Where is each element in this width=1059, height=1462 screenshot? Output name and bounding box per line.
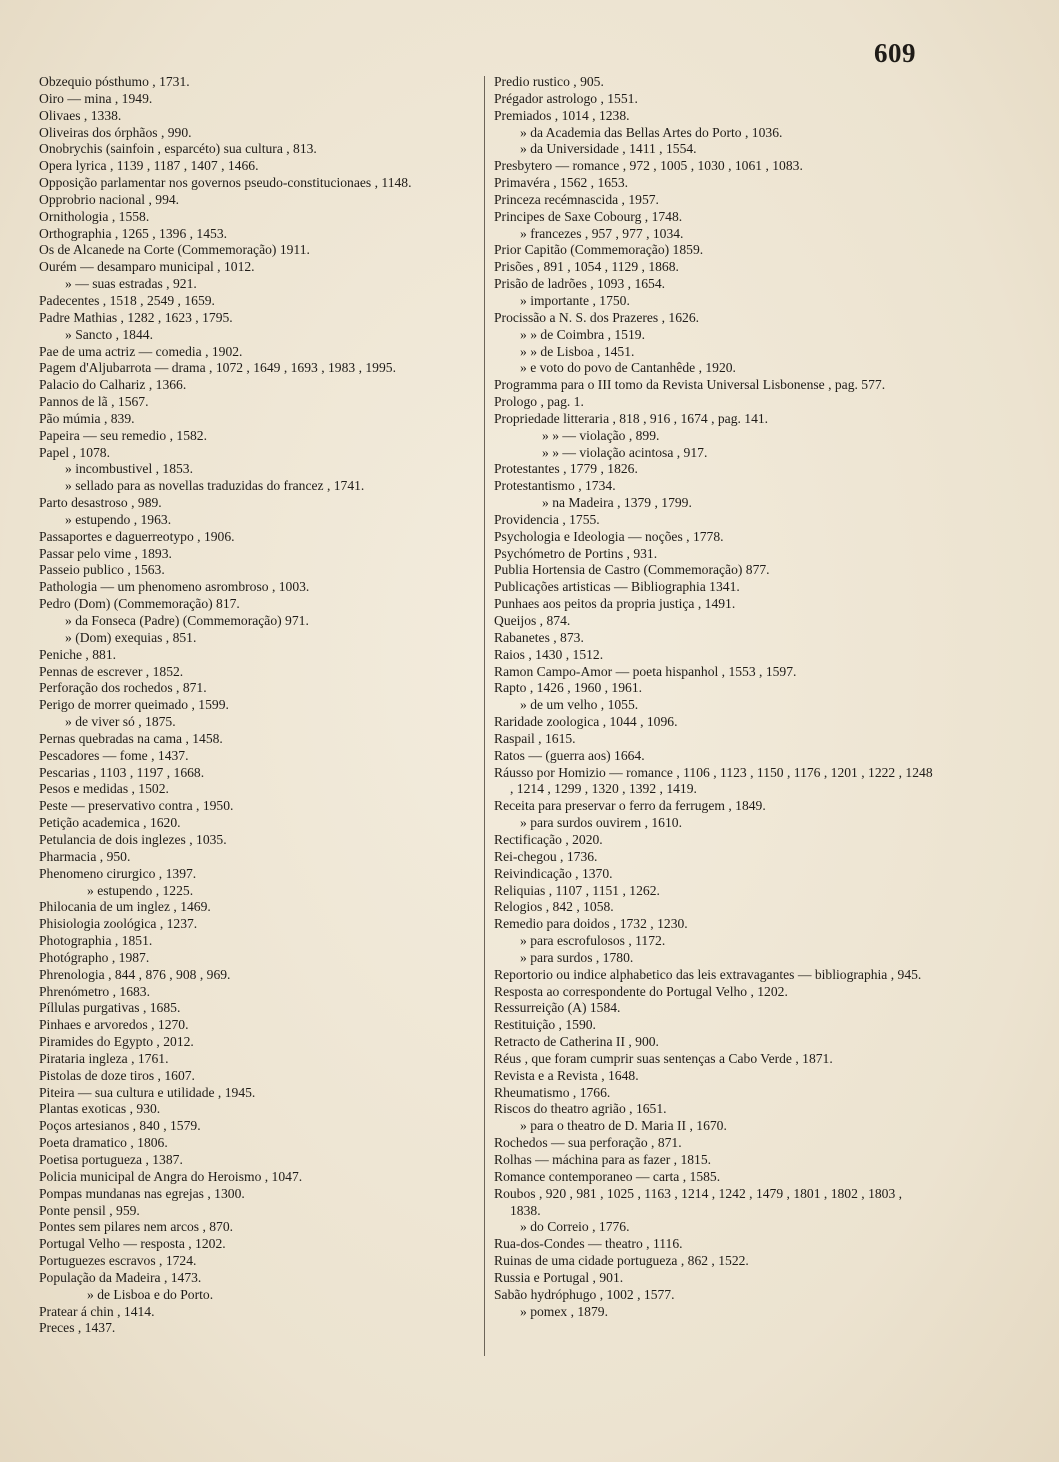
index-entry: Philocania de um inglez , 1469. bbox=[39, 899, 211, 915]
index-entry: Pinhaes e arvoredos , 1270. bbox=[39, 1017, 189, 1033]
index-entry: Pescarias , 1103 , 1197 , 1668. bbox=[39, 764, 205, 780]
index-entry: » da Fonseca (Padre) (Commemoração) 971. bbox=[65, 613, 309, 628]
index-entry: » estupendo , 1963. bbox=[65, 511, 172, 527]
index-entry: » da Universidade , 1411 , 1554. bbox=[520, 141, 697, 157]
index-entry: Papeira — seu remedio , 1582. bbox=[39, 427, 207, 443]
index-entry: Poeta dramatico , 1806. bbox=[39, 1135, 168, 1151]
index-entry: Poços artesianos , 840 , 1579. bbox=[39, 1118, 201, 1134]
index-entry: Oliveiras dos órphãos , 990. bbox=[39, 124, 192, 140]
index-entry: Pathologia — um phenomeno asrombroso , 1003. bbox=[39, 579, 310, 595]
index-entry: Pannos de lã , 1567. bbox=[39, 394, 149, 410]
index-entry: » estupendo , 1225. bbox=[87, 882, 194, 898]
index-entry: Preces , 1437. bbox=[39, 1320, 116, 1336]
index-entry: Rapto , 1426 , 1960 , 1961. bbox=[494, 680, 643, 696]
index-entry: Prisão de ladrões , 1093 , 1654. bbox=[494, 276, 666, 292]
index-entry: Ratos — (guerra aos) 1664. bbox=[494, 747, 645, 763]
column-divider bbox=[484, 76, 485, 1356]
index-entry: » incombustivel , 1853. bbox=[65, 461, 193, 477]
index-entry: Psychómetro de Portins , 931. bbox=[494, 545, 658, 561]
index-entry: » para surdos , 1780. bbox=[520, 949, 634, 965]
index-entry: Pistolas de doze tiros , 1607. bbox=[39, 1067, 195, 1083]
index-entry: Piramides do Egypto , 2012. bbox=[39, 1034, 194, 1050]
index-entry: Perigo de morrer queimado , 1599. bbox=[39, 697, 229, 713]
index-entry: Publia Hortensia de Castro (Commemoração) 877. bbox=[494, 562, 770, 578]
index-entry: Rolhas — máchina para as fazer , 1815. bbox=[494, 1152, 712, 1167]
page-number: 609 bbox=[874, 38, 916, 68]
index-entry: População da Madeira , 1473. bbox=[39, 1269, 202, 1285]
index-entry: » de viver só , 1875. bbox=[65, 714, 176, 730]
index-entry: Romance contemporaneo — carta , 1585. bbox=[494, 1168, 721, 1184]
index-entry: » e voto do povo de Cantanhêde , 1920. bbox=[520, 360, 736, 376]
index-entry: Ruinas de uma cidade portugueza , 862 , 1522. bbox=[494, 1253, 749, 1269]
index-entry: Presbytero — romance , 972 , 1005 , 1030 , 1061 , 1083. bbox=[494, 158, 803, 174]
index-entry: Prisões , 891 , 1054 , 1129 , 1868. bbox=[494, 259, 679, 275]
index-entry: Riscos do theatro agrião , 1651. bbox=[494, 1101, 667, 1117]
index-entry: Petulancia de dois inglezes , 1035. bbox=[39, 831, 227, 847]
index-entry: Perforação dos rochedos , 871. bbox=[39, 680, 207, 696]
index-entry: Russia e Portugal , 901. bbox=[494, 1269, 624, 1285]
index-entry: Petição academica , 1620. bbox=[39, 815, 181, 831]
index-entry: Ornithologia , 1558. bbox=[39, 208, 150, 224]
index-entry: Opposição parlamentar nos governos pseudo-constitucionaes , 1148. bbox=[39, 175, 412, 191]
index-entry: Pão múmia , 839. bbox=[39, 410, 135, 426]
index-entry: Roubos , 920 , 981 , 1025 , 1163 , 1214 , 1242 , 1479 , 1801 , 1802 , 1803 , 1838. bbox=[494, 1185, 903, 1218]
index-entry: Revista e a Revista , 1648. bbox=[494, 1067, 639, 1083]
index-entry: Padre Mathias , 1282 , 1623 , 1795. bbox=[39, 309, 233, 325]
index-entry: Pirataria ingleza , 1761. bbox=[39, 1050, 169, 1066]
index-entry: Pernas quebradas na cama , 1458. bbox=[39, 730, 223, 746]
index-entry: Pedro (Dom) (Commemoração) 817. bbox=[39, 596, 240, 612]
index-entry: » sellado para as novellas traduzidas do francez , 1741. bbox=[65, 478, 365, 494]
index-entry: Peniche , 881. bbox=[39, 646, 117, 662]
index-entry: Obzequio pósthumo , 1731. bbox=[39, 74, 190, 89]
index-entry: Ourém — desamparo municipal , 1012. bbox=[39, 259, 255, 275]
index-entry: Punhaes aos peitos da propria justiça , 1491. bbox=[494, 596, 736, 612]
index-entry: Pesos e medidas , 1502. bbox=[39, 781, 169, 797]
index-entry: » importante , 1750. bbox=[520, 292, 630, 308]
index-column-left bbox=[39, 74, 479, 1337]
index-entry: Ramon Campo-Amor — poeta hispanhol , 1553 , 1597. bbox=[494, 663, 797, 679]
index-entry: Relogios , 842 , 1058. bbox=[494, 899, 614, 915]
index-entry: » de um velho , 1055. bbox=[520, 697, 639, 713]
index-entry: Os de Alcanede na Corte (Commemoração) 1911. bbox=[39, 242, 310, 258]
index-entry: Poetisa portugueza , 1387. bbox=[39, 1152, 183, 1167]
index-entry: Píllulas purgativas , 1685. bbox=[39, 1000, 181, 1016]
index-entry: Protestantes , 1779 , 1826. bbox=[494, 461, 638, 477]
index-entry: Receita para preservar o ferro da ferrugem , 1849. bbox=[494, 798, 766, 814]
index-entry: Pontes sem pilares nem arcos , 870. bbox=[39, 1219, 234, 1235]
index-entry: Ráusso por Homizio — romance , 1106 , 1123 , 1150 , 1176 , 1201 , 1222 , 1248 , 1214 , 1299 , 1320 , 1392 , 1419. bbox=[494, 764, 933, 797]
index-entry: Ressurreição (A) 1584. bbox=[494, 1000, 621, 1016]
index-entry: » para escrofulosos , 1172. bbox=[520, 933, 666, 949]
index-entry: Olivaes , 1338. bbox=[39, 107, 122, 123]
index-entry: Prologo , pag. 1. bbox=[494, 394, 584, 410]
index-entry: Principes de Saxe Cobourg , 1748. bbox=[494, 208, 683, 224]
index-entry: » pomex , 1879. bbox=[520, 1303, 608, 1319]
index-entry: Publicações artisticas — Bibliographia 1341. bbox=[494, 579, 740, 595]
index-entry: Prégador astrologo , 1551. bbox=[494, 90, 638, 106]
index-entry: Ponte pensil , 959. bbox=[39, 1202, 140, 1218]
index-entry: Restituição , 1590. bbox=[494, 1017, 596, 1033]
index-entry: Raios , 1430 , 1512. bbox=[494, 646, 604, 662]
index-entry: Parto desastroso , 989. bbox=[39, 495, 162, 511]
index-entry: Orthographia , 1265 , 1396 , 1453. bbox=[39, 225, 228, 241]
index-entry: Piteira — sua cultura e utilidade , 1945. bbox=[39, 1084, 256, 1100]
index-entry: » » — violação , 899. bbox=[542, 427, 660, 443]
index-entry: Protestantismo , 1734. bbox=[494, 478, 616, 494]
index-entry: » » de Coimbra , 1519. bbox=[520, 326, 645, 342]
index-entry: Pescadores — fome , 1437. bbox=[39, 747, 189, 763]
index-entry: » na Madeira , 1379 , 1799. bbox=[542, 495, 692, 511]
index-entry: Plantas exoticas , 930. bbox=[39, 1101, 161, 1117]
index-entry: Pompas mundanas nas egrejas , 1300. bbox=[39, 1185, 245, 1201]
index-entry: » da Academia das Bellas Artes do Porto , 1036. bbox=[520, 124, 783, 140]
index-entry: Sabão hydróphugo , 1002 , 1577. bbox=[494, 1286, 675, 1302]
index-entry: » (Dom) exequias , 851. bbox=[65, 629, 197, 645]
index-entry: Rectificação , 2020. bbox=[494, 831, 603, 847]
index-entry: Queijos , 874. bbox=[494, 613, 571, 628]
index-entry: Reivindicação , 1370. bbox=[494, 865, 613, 881]
index-entry: Reportorio ou indice alphabetico das leis extravagantes — bibliographia , 945. bbox=[494, 966, 922, 982]
index-entry: Predio rustico , 905. bbox=[494, 74, 604, 89]
index-entry: Programma para o III tomo da Revista Universal Lisbonense , pag. 577. bbox=[494, 377, 886, 393]
index-entry: Opprobrio nacional , 994. bbox=[39, 191, 180, 207]
index-entry: Phisiologia zoológica , 1237. bbox=[39, 916, 198, 932]
index-entry: Rabanetes , 873. bbox=[494, 629, 584, 645]
index-entry: Rochedos — sua perforação , 871. bbox=[494, 1135, 682, 1151]
index-entry: Pagem d'Aljubarrota — drama , 1072 , 1649 , 1693 , 1983 , 1995. bbox=[39, 360, 396, 376]
index-entry: Propriedade litteraria , 818 , 916 , 1674 , pag. 141. bbox=[494, 410, 769, 426]
index-entry: Prior Capitão (Commemoração) 1859. bbox=[494, 242, 704, 258]
index-entry: Rua-dos-Condes — theatro , 1116. bbox=[494, 1236, 683, 1252]
index-entry: Passaportes e daguerreotypo , 1906. bbox=[39, 528, 235, 544]
index-entry: Resposta ao correspondente do Portugal Velho , 1202. bbox=[494, 983, 788, 999]
index-entry: Policia municipal de Angra do Heroismo , 1047. bbox=[39, 1168, 303, 1184]
index-entry: Peste — preservativo contra , 1950. bbox=[39, 798, 234, 814]
index-entry: Rheumatismo , 1766. bbox=[494, 1084, 611, 1100]
index-entry: » Sancto , 1844. bbox=[65, 326, 153, 342]
index-entry: Passar pelo vime , 1893. bbox=[39, 545, 172, 561]
index-entry: » — suas estradas , 921. bbox=[65, 276, 197, 292]
index-entry: Phenomeno cirurgico , 1397. bbox=[39, 865, 197, 881]
index-entry: » para o theatro de D. Maria II , 1670. bbox=[520, 1118, 727, 1134]
index-entry: » » — violação acintosa , 917. bbox=[542, 444, 708, 460]
index-entry: Portuguezes escravos , 1724. bbox=[39, 1253, 197, 1269]
index-entry: Procissão a N. S. dos Prazeres , 1626. bbox=[494, 309, 700, 325]
index-entry: » para surdos ouvirem , 1610. bbox=[520, 815, 682, 831]
index-column-right bbox=[494, 74, 934, 1320]
index-entry: Princeza recémnascida , 1957. bbox=[494, 191, 659, 207]
index-entry: Pae de uma actriz — comedia , 1902. bbox=[39, 343, 243, 359]
index-entry: Passeio publico , 1563. bbox=[39, 562, 165, 578]
index-entry: Psychologia e Ideologia — noções , 1778. bbox=[494, 528, 724, 544]
index-entry: Phrenologia , 844 , 876 , 908 , 969. bbox=[39, 966, 231, 982]
index-entry: Portugal Velho — resposta , 1202. bbox=[39, 1236, 226, 1252]
index-entry: Premiados , 1014 , 1238. bbox=[494, 107, 630, 123]
index-entry: Remedio para doidos , 1732 , 1230. bbox=[494, 916, 688, 932]
index-entry: Primavéra , 1562 , 1653. bbox=[494, 175, 629, 191]
index-entry: » do Correio , 1776. bbox=[520, 1219, 630, 1235]
index-entry: Pratear á chin , 1414. bbox=[39, 1303, 155, 1319]
index-entry: Réus , que foram cumprir suas sentenças a Cabo Verde , 1871. bbox=[494, 1050, 833, 1066]
index-entry: Retracto de Catherina II , 900. bbox=[494, 1034, 659, 1050]
index-entry: » » de Lisboa , 1451. bbox=[520, 343, 635, 359]
index-entry: » francezes , 957 , 977 , 1034. bbox=[520, 225, 684, 241]
index-entry: Oiro — mina , 1949. bbox=[39, 90, 153, 106]
index-entry: Reliquias , 1107 , 1151 , 1262. bbox=[494, 882, 660, 898]
index-entry: Phrenómetro , 1683. bbox=[39, 983, 151, 999]
index-entry: Padecentes , 1518 , 2549 , 1659. bbox=[39, 292, 215, 308]
index-entry: Providencia , 1755. bbox=[494, 511, 600, 527]
index-entry: Papel , 1078. bbox=[39, 444, 110, 460]
index-entry: Palacio do Calhariz , 1366. bbox=[39, 377, 187, 393]
index-entry: Raridade zoologica , 1044 , 1096. bbox=[494, 714, 678, 730]
index-entry: Pharmacia , 950. bbox=[39, 848, 131, 864]
index-entry: Rei-chegou , 1736. bbox=[494, 848, 598, 864]
index-entry: Photographia , 1851. bbox=[39, 933, 153, 949]
index-entry: Onobrychis (sainfoin , esparcéto) sua cultura , 813. bbox=[39, 141, 317, 157]
index-entry: » de Lisboa e do Porto. bbox=[87, 1286, 214, 1302]
index-entry: Raspail , 1615. bbox=[494, 730, 576, 746]
index-entry: Photógrapho , 1987. bbox=[39, 949, 150, 965]
index-entry: Opera lyrica , 1139 , 1187 , 1407 , 1466. bbox=[39, 158, 259, 174]
index-entry: Pennas de escrever , 1852. bbox=[39, 663, 184, 679]
